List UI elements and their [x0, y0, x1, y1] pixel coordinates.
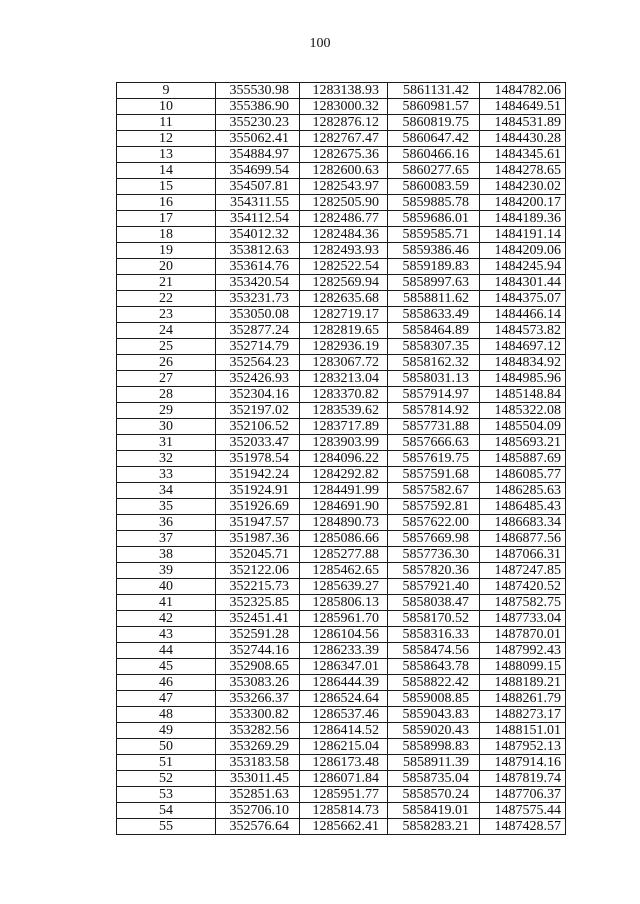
coordinate-cell: 5858633.49 [388, 307, 480, 323]
coordinate-cell: 1484345.61 [480, 147, 566, 163]
coordinate-cell: 1486485.43 [480, 499, 566, 515]
coordinate-cell: 1484230.02 [480, 179, 566, 195]
point-number-cell: 36 [117, 515, 216, 531]
table-row [117, 227, 566, 243]
table-row [117, 307, 566, 323]
coordinate-cell: 1283000.32 [300, 99, 388, 115]
table-row [117, 163, 566, 179]
coordinate-cell: 1285961.70 [300, 611, 388, 627]
table-row [117, 627, 566, 643]
coordinate-cell: 5858464.89 [388, 323, 480, 339]
table-row [117, 707, 566, 723]
coordinate-cell: 351924.91 [216, 483, 300, 499]
table-row [117, 787, 566, 803]
coordinate-cell: 1285951.77 [300, 787, 388, 803]
point-number-cell: 16 [117, 195, 216, 211]
coordinate-cell: 5857921.40 [388, 579, 480, 595]
table-row [117, 291, 566, 307]
coordinate-cell: 352576.64 [216, 819, 300, 835]
coordinate-cell: 1486285.63 [480, 483, 566, 499]
coordinate-cell: 1286347.01 [300, 659, 388, 675]
table-row [117, 819, 566, 835]
coordinate-cell: 352564.23 [216, 355, 300, 371]
table-row [117, 675, 566, 691]
coordinate-cell: 5860647.42 [388, 131, 480, 147]
coordinate-cell: 1286233.39 [300, 643, 388, 659]
table-row [117, 515, 566, 531]
coordinate-cell: 352304.16 [216, 387, 300, 403]
coordinate-cell: 5858997.63 [388, 275, 480, 291]
coordinate-cell: 1282819.65 [300, 323, 388, 339]
table-row [117, 195, 566, 211]
coordinate-cell: 355062.41 [216, 131, 300, 147]
coordinate-cell: 352045.71 [216, 547, 300, 563]
coordinate-cell: 5858911.39 [388, 755, 480, 771]
coordinate-cell: 1484301.44 [480, 275, 566, 291]
coordinate-cell: 1485693.21 [480, 435, 566, 451]
point-number-cell: 27 [117, 371, 216, 387]
coordinate-cell: 1282522.54 [300, 259, 388, 275]
coordinate-cell: 1484531.89 [480, 115, 566, 131]
point-number-cell: 23 [117, 307, 216, 323]
coordinate-cell: 1487066.31 [480, 547, 566, 563]
coordinate-cell: 1487706.37 [480, 787, 566, 803]
point-number-cell: 46 [117, 675, 216, 691]
coordinate-cell: 352714.79 [216, 339, 300, 355]
coordinate-cell: 1484573.82 [480, 323, 566, 339]
table-row [117, 451, 566, 467]
coordinate-cell: 1285639.27 [300, 579, 388, 595]
table-row [117, 323, 566, 339]
coordinate-cell: 353420.54 [216, 275, 300, 291]
table-row [117, 131, 566, 147]
coordinate-cell: 5859386.46 [388, 243, 480, 259]
coordinate-cell: 1488273.17 [480, 707, 566, 723]
coordinate-cell: 1282876.12 [300, 115, 388, 131]
coordinate-cell: 352591.28 [216, 627, 300, 643]
coordinate-cell: 1282543.97 [300, 179, 388, 195]
point-number-cell: 15 [117, 179, 216, 195]
coordinate-cell: 1284096.22 [300, 451, 388, 467]
table-row [117, 643, 566, 659]
coordinate-cell: 353614.76 [216, 259, 300, 275]
point-number-cell: 48 [117, 707, 216, 723]
coordinate-cell: 352106.52 [216, 419, 300, 435]
coordinate-cell: 1484278.65 [480, 163, 566, 179]
coordinate-cell: 1486877.56 [480, 531, 566, 547]
coordinate-cell: 5857736.30 [388, 547, 480, 563]
coordinate-cell: 1484985.96 [480, 371, 566, 387]
coordinate-cell: 5859020.43 [388, 723, 480, 739]
table-row [117, 419, 566, 435]
point-number-cell: 17 [117, 211, 216, 227]
point-number-cell: 22 [117, 291, 216, 307]
coordinate-cell: 5858735.04 [388, 771, 480, 787]
coordinate-cell: 5860083.59 [388, 179, 480, 195]
coordinate-cell: 5858998.83 [388, 739, 480, 755]
point-number-cell: 44 [117, 643, 216, 659]
coordinate-cell: 1488151.01 [480, 723, 566, 739]
point-number-cell: 10 [117, 99, 216, 115]
coordinate-cell: 1282493.93 [300, 243, 388, 259]
coordinate-cell: 353269.29 [216, 739, 300, 755]
coordinate-cell: 5858283.21 [388, 819, 480, 835]
table-row [117, 115, 566, 131]
coordinate-cell: 1485887.69 [480, 451, 566, 467]
coordinate-cell: 353183.58 [216, 755, 300, 771]
coordinate-cell: 5858811.62 [388, 291, 480, 307]
coordinate-cell: 353050.08 [216, 307, 300, 323]
coordinate-cell: 1484375.07 [480, 291, 566, 307]
point-number-cell: 26 [117, 355, 216, 371]
coordinate-cell: 1284292.82 [300, 467, 388, 483]
coordinate-cell: 351942.24 [216, 467, 300, 483]
coordinate-cell: 1485148.84 [480, 387, 566, 403]
coordinate-cell: 1487870.01 [480, 627, 566, 643]
point-number-cell: 28 [117, 387, 216, 403]
coordinate-cell: 1286414.52 [300, 723, 388, 739]
coordinate-cell: 1282484.36 [300, 227, 388, 243]
point-number-cell: 43 [117, 627, 216, 643]
coordinate-cell: 1283067.72 [300, 355, 388, 371]
coordinate-cell: 5857591.68 [388, 467, 480, 483]
point-number-cell: 41 [117, 595, 216, 611]
coordinate-cell: 352325.85 [216, 595, 300, 611]
coordinate-cell: 1485322.08 [480, 403, 566, 419]
coordinate-cell: 353282.56 [216, 723, 300, 739]
coordinate-cell: 1487575.44 [480, 803, 566, 819]
coordinate-cell: 1488099.15 [480, 659, 566, 675]
coordinate-cell: 353266.37 [216, 691, 300, 707]
coordinate-cell: 351987.36 [216, 531, 300, 547]
coordinate-cell: 1283138.93 [300, 83, 388, 99]
table-row [117, 259, 566, 275]
coordinate-cell: 355530.98 [216, 83, 300, 99]
coordinate-cell: 5858822.42 [388, 675, 480, 691]
coordinate-cell: 5861131.42 [388, 83, 480, 99]
table-row [117, 611, 566, 627]
coordinate-cell: 1285086.66 [300, 531, 388, 547]
table-row [117, 531, 566, 547]
coordinate-cell: 5857622.00 [388, 515, 480, 531]
coordinate-cell: 354507.81 [216, 179, 300, 195]
table-row [117, 435, 566, 451]
table-row [117, 99, 566, 115]
coordinate-cell: 1283539.62 [300, 403, 388, 419]
coordinate-cell: 1484466.14 [480, 307, 566, 323]
coordinate-cell: 353231.73 [216, 291, 300, 307]
point-number-cell: 38 [117, 547, 216, 563]
coordinate-cell: 1484782.06 [480, 83, 566, 99]
coordinate-cell: 1286104.56 [300, 627, 388, 643]
coordinate-cell: 5858038.47 [388, 595, 480, 611]
coordinate-cell: 354884.97 [216, 147, 300, 163]
coordinate-cell: 1487247.85 [480, 563, 566, 579]
point-number-cell: 18 [117, 227, 216, 243]
coordinate-cell: 1282936.19 [300, 339, 388, 355]
coordinate-cell: 1286173.48 [300, 755, 388, 771]
coordinate-cell: 5857669.98 [388, 531, 480, 547]
coordinate-cell: 5857592.81 [388, 499, 480, 515]
coordinate-cell: 1484209.06 [480, 243, 566, 259]
point-number-cell: 24 [117, 323, 216, 339]
coordinate-cell: 352215.73 [216, 579, 300, 595]
table-row [117, 723, 566, 739]
coordinate-cell: 1283903.99 [300, 435, 388, 451]
coordinate-cell: 354699.54 [216, 163, 300, 179]
coordinate-cell: 5857820.36 [388, 563, 480, 579]
coordinate-cell: 1485504.09 [480, 419, 566, 435]
point-number-cell: 11 [117, 115, 216, 131]
table-row [117, 275, 566, 291]
coordinate-cell: 1487819.74 [480, 771, 566, 787]
coordinate-cell: 1484430.28 [480, 131, 566, 147]
coordinate-cell: 352426.93 [216, 371, 300, 387]
table-row [117, 563, 566, 579]
coordinate-cell: 354012.32 [216, 227, 300, 243]
coordinate-cell: 5860466.16 [388, 147, 480, 163]
coordinate-cell: 1286071.84 [300, 771, 388, 787]
coordinate-cell: 5857914.97 [388, 387, 480, 403]
coordinate-cell: 1487420.52 [480, 579, 566, 595]
coordinate-cell: 1285662.41 [300, 819, 388, 835]
coordinate-cell: 1488261.79 [480, 691, 566, 707]
coordinate-cell: 1286215.04 [300, 739, 388, 755]
point-number-cell: 52 [117, 771, 216, 787]
coordinate-cell: 353011.45 [216, 771, 300, 787]
coordinate-cell: 1484649.51 [480, 99, 566, 115]
table-row [117, 243, 566, 259]
coordinate-cell: 351978.54 [216, 451, 300, 467]
table-row [117, 547, 566, 563]
point-number-cell: 20 [117, 259, 216, 275]
coordinate-cell: 5860981.57 [388, 99, 480, 115]
point-number-cell: 35 [117, 499, 216, 515]
coordinate-cell: 5857731.88 [388, 419, 480, 435]
coordinate-cell: 5858307.35 [388, 339, 480, 355]
table-row [117, 355, 566, 371]
coordinate-cell: 1487914.16 [480, 755, 566, 771]
coordinate-cell: 1284691.90 [300, 499, 388, 515]
coordinate-cell: 1284491.99 [300, 483, 388, 499]
coordinates-table-body [117, 83, 566, 835]
table-row [117, 499, 566, 515]
table-row [117, 371, 566, 387]
point-number-cell: 53 [117, 787, 216, 803]
table-row [117, 659, 566, 675]
coordinate-cell: 1283213.04 [300, 371, 388, 387]
point-number-cell: 12 [117, 131, 216, 147]
coordinate-cell: 5859585.71 [388, 227, 480, 243]
table-row [117, 579, 566, 595]
coordinate-cell: 354112.54 [216, 211, 300, 227]
point-number-cell: 32 [117, 451, 216, 467]
coordinate-cell: 352744.16 [216, 643, 300, 659]
point-number-cell: 49 [117, 723, 216, 739]
coordinate-cell: 351926.69 [216, 499, 300, 515]
coordinate-cell: 1283370.82 [300, 387, 388, 403]
coordinate-cell: 5858170.52 [388, 611, 480, 627]
coordinate-cell: 1487992.43 [480, 643, 566, 659]
coordinate-cell: 1284890.73 [300, 515, 388, 531]
point-number-cell: 45 [117, 659, 216, 675]
coordinate-cell: 1487582.75 [480, 595, 566, 611]
coordinate-cell: 1282675.36 [300, 147, 388, 163]
point-number-cell: 37 [117, 531, 216, 547]
coordinate-cell: 1282719.17 [300, 307, 388, 323]
table-row [117, 803, 566, 819]
table-row [117, 403, 566, 419]
coordinate-cell: 1283717.89 [300, 419, 388, 435]
coordinate-cell: 5859008.85 [388, 691, 480, 707]
coordinate-cell: 5858031.13 [388, 371, 480, 387]
coordinate-cell: 5857666.63 [388, 435, 480, 451]
coordinate-cell: 5858316.33 [388, 627, 480, 643]
coordinate-cell: 1486683.34 [480, 515, 566, 531]
coordinate-cell: 5857814.92 [388, 403, 480, 419]
point-number-cell: 19 [117, 243, 216, 259]
coordinate-cell: 1282600.63 [300, 163, 388, 179]
coordinate-cell: 5860819.75 [388, 115, 480, 131]
coordinate-cell: 5858419.01 [388, 803, 480, 819]
coordinate-cell: 1484245.94 [480, 259, 566, 275]
coordinate-cell: 352706.10 [216, 803, 300, 819]
coordinate-cell: 1484191.14 [480, 227, 566, 243]
point-number-cell: 47 [117, 691, 216, 707]
point-number-cell: 29 [117, 403, 216, 419]
coordinate-cell: 1484200.17 [480, 195, 566, 211]
point-number-cell: 55 [117, 819, 216, 835]
table-row [117, 83, 566, 99]
coordinate-cell: 353812.63 [216, 243, 300, 259]
table-row [117, 691, 566, 707]
table-row [117, 339, 566, 355]
table-row [117, 755, 566, 771]
coordinate-cell: 352877.24 [216, 323, 300, 339]
point-number-cell: 9 [117, 83, 216, 99]
table-row [117, 467, 566, 483]
coordinate-cell: 352122.06 [216, 563, 300, 579]
page-number: 100 [309, 36, 331, 51]
coordinate-cell: 5858162.32 [388, 355, 480, 371]
coordinate-cell: 1286537.46 [300, 707, 388, 723]
table-row [117, 771, 566, 787]
coordinate-cell: 355386.90 [216, 99, 300, 115]
point-number-cell: 31 [117, 435, 216, 451]
coordinate-cell: 5858570.24 [388, 787, 480, 803]
coordinate-cell: 1282569.94 [300, 275, 388, 291]
point-number-cell: 51 [117, 755, 216, 771]
coordinate-cell: 1487428.57 [480, 819, 566, 835]
point-number-cell: 40 [117, 579, 216, 595]
coordinate-cell: 5858643.78 [388, 659, 480, 675]
coordinate-cell: 1286524.64 [300, 691, 388, 707]
coordinate-cell: 352451.41 [216, 611, 300, 627]
coordinate-cell: 1285462.65 [300, 563, 388, 579]
coordinate-cell: 1285814.73 [300, 803, 388, 819]
table-row [117, 179, 566, 195]
coordinate-cell: 352197.02 [216, 403, 300, 419]
coordinate-cell: 5859189.83 [388, 259, 480, 275]
coordinate-cell: 353083.26 [216, 675, 300, 691]
coordinate-cell: 1486085.77 [480, 467, 566, 483]
coordinate-cell: 1487733.04 [480, 611, 566, 627]
coordinate-cell: 1282505.90 [300, 195, 388, 211]
point-number-cell: 50 [117, 739, 216, 755]
point-number-cell: 42 [117, 611, 216, 627]
coordinate-cell: 351947.57 [216, 515, 300, 531]
table-row [117, 211, 566, 227]
table-row [117, 147, 566, 163]
coordinate-cell: 5859043.83 [388, 707, 480, 723]
point-number-cell: 14 [117, 163, 216, 179]
coordinate-cell: 5857582.67 [388, 483, 480, 499]
point-number-cell: 39 [117, 563, 216, 579]
coordinate-cell: 1285806.13 [300, 595, 388, 611]
coordinate-cell: 355230.23 [216, 115, 300, 131]
coordinate-cell: 1484189.36 [480, 211, 566, 227]
point-number-cell: 21 [117, 275, 216, 291]
coordinate-cell: 1282635.68 [300, 291, 388, 307]
coordinate-cell: 352908.65 [216, 659, 300, 675]
table-row [117, 387, 566, 403]
point-number-cell: 33 [117, 467, 216, 483]
coordinate-cell: 1282767.47 [300, 131, 388, 147]
table-row [117, 595, 566, 611]
coordinate-cell: 352033.47 [216, 435, 300, 451]
point-number-cell: 34 [117, 483, 216, 499]
point-number-cell: 54 [117, 803, 216, 819]
coordinate-cell: 1282486.77 [300, 211, 388, 227]
table-row [117, 739, 566, 755]
coordinate-cell: 354311.55 [216, 195, 300, 211]
coordinate-cell: 5860277.65 [388, 163, 480, 179]
coordinate-cell: 5857619.75 [388, 451, 480, 467]
coordinate-cell: 1285277.88 [300, 547, 388, 563]
coordinate-cell: 1484834.92 [480, 355, 566, 371]
point-number-cell: 30 [117, 419, 216, 435]
coordinates-table [116, 82, 566, 835]
coordinate-cell: 1286444.39 [300, 675, 388, 691]
point-number-cell: 13 [117, 147, 216, 163]
coordinate-cell: 5858474.56 [388, 643, 480, 659]
point-number-cell: 25 [117, 339, 216, 355]
coordinate-cell: 1487952.13 [480, 739, 566, 755]
coordinate-cell: 353300.82 [216, 707, 300, 723]
coordinate-cell: 352851.63 [216, 787, 300, 803]
coordinate-cell: 5859686.01 [388, 211, 480, 227]
coordinate-cell: 1488189.21 [480, 675, 566, 691]
coordinate-cell: 5859885.78 [388, 195, 480, 211]
table-row [117, 483, 566, 499]
coordinate-cell: 1484697.12 [480, 339, 566, 355]
